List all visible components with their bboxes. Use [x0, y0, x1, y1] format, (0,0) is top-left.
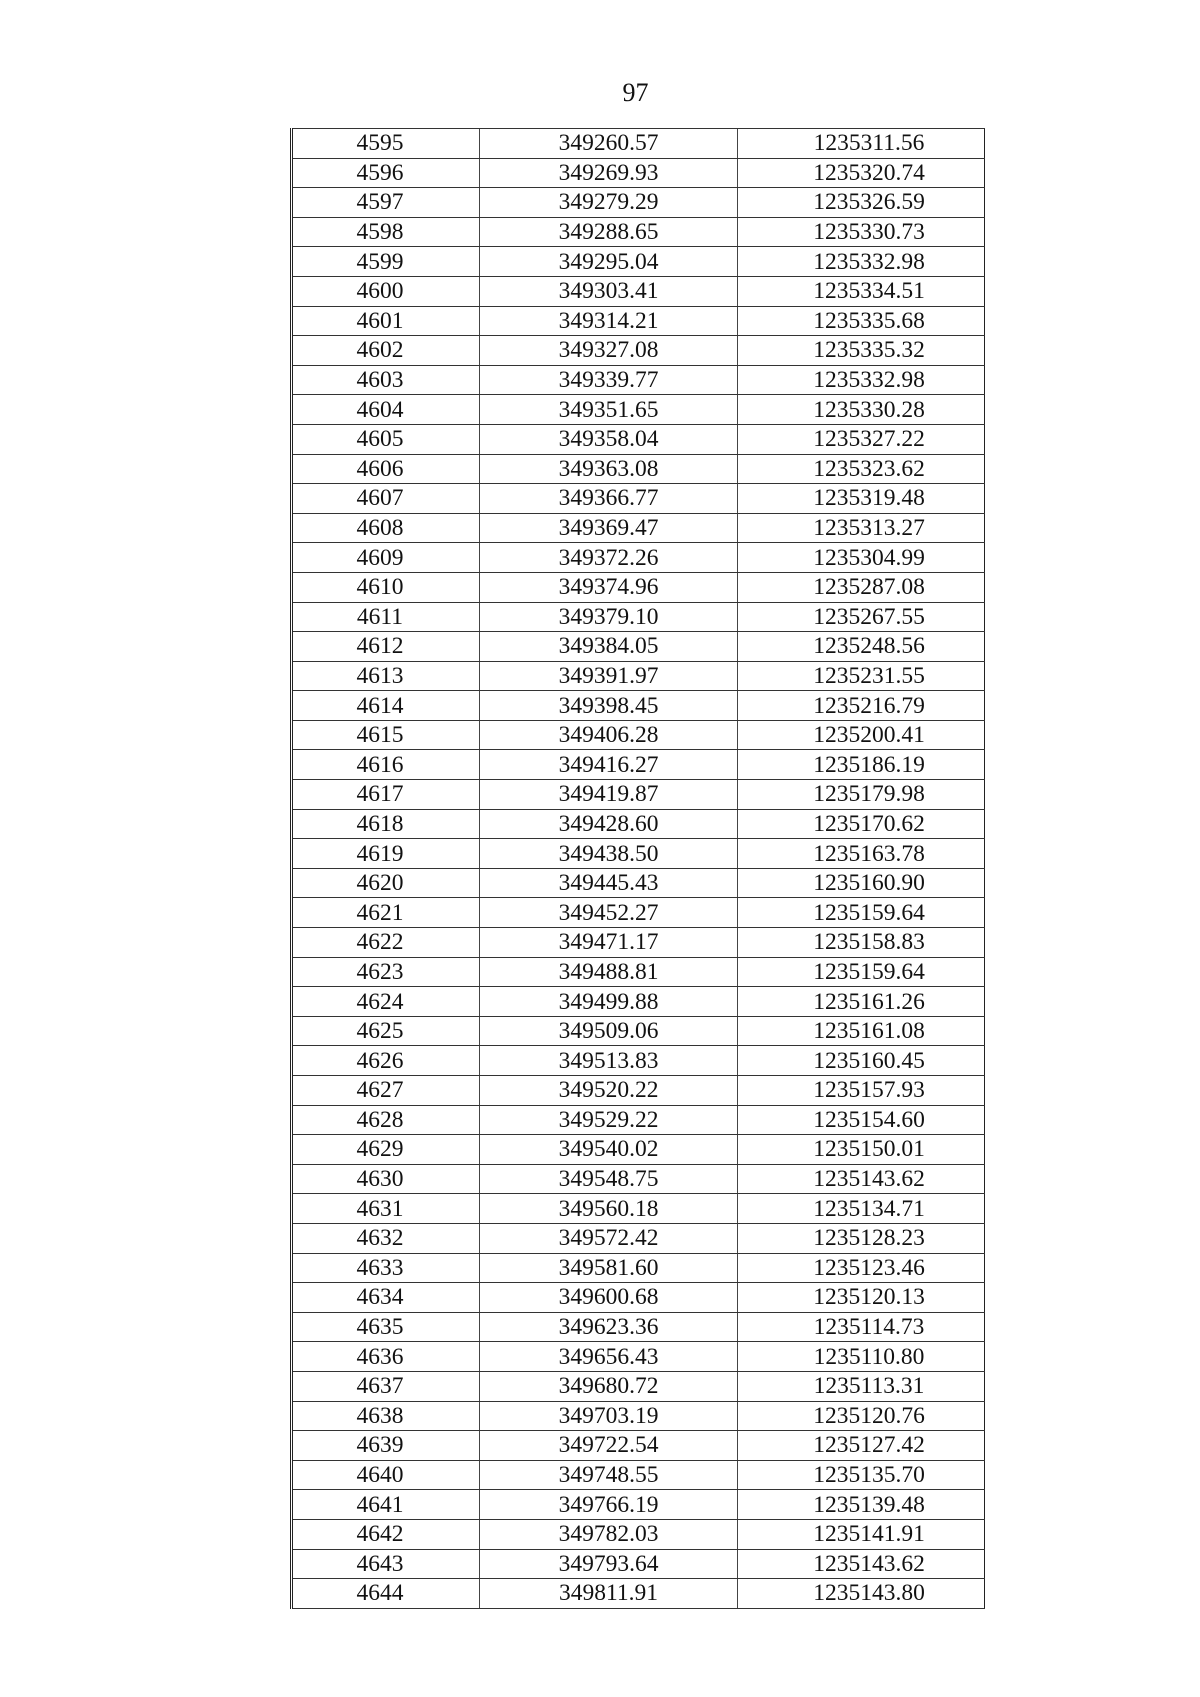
y-coordinate-cell: 1235113.31 — [738, 1371, 985, 1401]
x-coordinate-cell: 349363.08 — [480, 454, 738, 484]
x-coordinate-cell: 349351.65 — [480, 395, 738, 425]
y-coordinate-cell: 1235143.62 — [738, 1549, 985, 1579]
point-number-cell: 4608 — [292, 513, 480, 543]
y-coordinate-cell: 1235160.45 — [738, 1046, 985, 1076]
x-coordinate-cell: 349811.91 — [480, 1579, 738, 1609]
y-coordinate-cell: 1235323.62 — [738, 454, 985, 484]
point-number-cell: 4634 — [292, 1283, 480, 1313]
y-coordinate-cell: 1235267.55 — [738, 602, 985, 632]
x-coordinate-cell: 349452.27 — [480, 898, 738, 928]
y-coordinate-cell: 1235179.98 — [738, 780, 985, 810]
point-number-cell: 4604 — [292, 395, 480, 425]
x-coordinate-cell: 349529.22 — [480, 1105, 738, 1135]
y-coordinate-cell: 1235120.76 — [738, 1401, 985, 1431]
y-coordinate-cell: 1235161.08 — [738, 1016, 985, 1046]
x-coordinate-cell: 349520.22 — [480, 1076, 738, 1106]
y-coordinate-cell: 1235159.64 — [738, 957, 985, 987]
table-row — [292, 1401, 985, 1431]
y-coordinate-cell: 1235319.48 — [738, 484, 985, 514]
page-number: 97 — [622, 78, 649, 107]
table-row — [292, 1371, 985, 1401]
y-coordinate-cell: 1235154.60 — [738, 1105, 985, 1135]
point-number-cell: 4610 — [292, 572, 480, 602]
y-coordinate-cell: 1235158.83 — [738, 928, 985, 958]
x-coordinate-cell: 349540.02 — [480, 1135, 738, 1165]
point-number-cell: 4607 — [292, 484, 480, 514]
x-coordinate-cell: 349327.08 — [480, 336, 738, 366]
x-coordinate-cell: 349295.04 — [480, 247, 738, 277]
x-coordinate-cell: 349748.55 — [480, 1460, 738, 1490]
x-coordinate-cell: 349560.18 — [480, 1194, 738, 1224]
x-coordinate-cell: 349260.57 — [480, 129, 738, 159]
point-number-cell: 4596 — [292, 158, 480, 188]
y-coordinate-cell: 1235110.80 — [738, 1342, 985, 1372]
x-coordinate-cell: 349391.97 — [480, 661, 738, 691]
x-coordinate-cell: 349600.68 — [480, 1283, 738, 1313]
table-row — [292, 1076, 985, 1106]
x-coordinate-cell: 349398.45 — [480, 691, 738, 721]
table-row — [292, 129, 985, 159]
y-coordinate-cell: 1235135.70 — [738, 1460, 985, 1490]
x-coordinate-cell: 349656.43 — [480, 1342, 738, 1372]
table-row — [292, 1490, 985, 1520]
y-coordinate-cell: 1235327.22 — [738, 424, 985, 454]
y-coordinate-cell: 1235334.51 — [738, 276, 985, 306]
point-number-cell: 4633 — [292, 1253, 480, 1283]
point-number-cell: 4620 — [292, 868, 480, 898]
point-number-cell: 4639 — [292, 1431, 480, 1461]
y-coordinate-cell: 1235120.13 — [738, 1283, 985, 1313]
y-coordinate-cell: 1235248.56 — [738, 632, 985, 662]
y-coordinate-cell: 1235127.42 — [738, 1431, 985, 1461]
point-number-cell: 4598 — [292, 217, 480, 247]
point-number-cell: 4637 — [292, 1371, 480, 1401]
point-number-cell: 4638 — [292, 1401, 480, 1431]
table-row — [292, 602, 985, 632]
point-number-cell: 4603 — [292, 365, 480, 395]
table-row — [292, 809, 985, 839]
x-coordinate-cell: 349358.04 — [480, 424, 738, 454]
y-coordinate-cell: 1235159.64 — [738, 898, 985, 928]
table-row — [292, 217, 985, 247]
table-row — [292, 957, 985, 987]
x-coordinate-cell: 349581.60 — [480, 1253, 738, 1283]
point-number-cell: 4630 — [292, 1164, 480, 1194]
table-row — [292, 484, 985, 514]
y-coordinate-cell: 1235161.26 — [738, 987, 985, 1017]
point-number-cell: 4641 — [292, 1490, 480, 1520]
point-number-cell: 4597 — [292, 188, 480, 218]
table-row — [292, 454, 985, 484]
point-number-cell: 4626 — [292, 1046, 480, 1076]
table-row — [292, 928, 985, 958]
y-coordinate-cell: 1235231.55 — [738, 661, 985, 691]
x-coordinate-cell: 349288.65 — [480, 217, 738, 247]
x-coordinate-cell: 349766.19 — [480, 1490, 738, 1520]
x-coordinate-cell: 349419.87 — [480, 780, 738, 810]
y-coordinate-cell: 1235143.80 — [738, 1579, 985, 1609]
y-coordinate-cell: 1235335.32 — [738, 336, 985, 366]
table-row — [292, 780, 985, 810]
x-coordinate-cell: 349416.27 — [480, 750, 738, 780]
table-row — [292, 1283, 985, 1313]
point-number-cell: 4613 — [292, 661, 480, 691]
point-number-cell: 4629 — [292, 1135, 480, 1165]
point-number-cell: 4644 — [292, 1579, 480, 1609]
x-coordinate-cell: 349548.75 — [480, 1164, 738, 1194]
point-number-cell: 4612 — [292, 632, 480, 662]
table-row — [292, 661, 985, 691]
table-row — [292, 1105, 985, 1135]
x-coordinate-cell: 349471.17 — [480, 928, 738, 958]
x-coordinate-cell: 349372.26 — [480, 543, 738, 573]
y-coordinate-cell: 1235330.28 — [738, 395, 985, 425]
point-number-cell: 4625 — [292, 1016, 480, 1046]
y-coordinate-cell: 1235335.68 — [738, 306, 985, 336]
y-coordinate-cell: 1235150.01 — [738, 1135, 985, 1165]
point-number-cell: 4616 — [292, 750, 480, 780]
table-row — [292, 247, 985, 277]
y-coordinate-cell: 1235163.78 — [738, 839, 985, 869]
point-number-cell: 4635 — [292, 1312, 480, 1342]
table-row — [292, 572, 985, 602]
coordinates-table — [290, 128, 985, 1609]
point-number-cell: 4605 — [292, 424, 480, 454]
table-row — [292, 1253, 985, 1283]
x-coordinate-cell: 349572.42 — [480, 1223, 738, 1253]
table-row — [292, 1016, 985, 1046]
table-row — [292, 158, 985, 188]
table-row — [292, 1223, 985, 1253]
table-row — [292, 1342, 985, 1372]
x-coordinate-cell: 349499.88 — [480, 987, 738, 1017]
x-coordinate-cell: 349366.77 — [480, 484, 738, 514]
table-row — [292, 1431, 985, 1461]
table-row — [292, 395, 985, 425]
x-coordinate-cell: 349445.43 — [480, 868, 738, 898]
table-row — [292, 336, 985, 366]
y-coordinate-cell: 1235160.90 — [738, 868, 985, 898]
table-row — [292, 1519, 985, 1549]
table-row — [292, 365, 985, 395]
table-row — [292, 1549, 985, 1579]
y-coordinate-cell: 1235332.98 — [738, 247, 985, 277]
y-coordinate-cell: 1235128.23 — [738, 1223, 985, 1253]
x-coordinate-cell: 349384.05 — [480, 632, 738, 662]
y-coordinate-cell: 1235157.93 — [738, 1076, 985, 1106]
point-number-cell: 4619 — [292, 839, 480, 869]
point-number-cell: 4601 — [292, 306, 480, 336]
y-coordinate-cell: 1235287.08 — [738, 572, 985, 602]
x-coordinate-cell: 349379.10 — [480, 602, 738, 632]
table-row — [292, 750, 985, 780]
x-coordinate-cell: 349623.36 — [480, 1312, 738, 1342]
y-coordinate-cell: 1235170.62 — [738, 809, 985, 839]
point-number-cell: 4631 — [292, 1194, 480, 1224]
x-coordinate-cell: 349793.64 — [480, 1549, 738, 1579]
x-coordinate-cell: 349782.03 — [480, 1519, 738, 1549]
y-coordinate-cell: 1235186.19 — [738, 750, 985, 780]
table-row — [292, 513, 985, 543]
point-number-cell: 4627 — [292, 1076, 480, 1106]
y-coordinate-cell: 1235320.74 — [738, 158, 985, 188]
point-number-cell: 4606 — [292, 454, 480, 484]
table-row — [292, 720, 985, 750]
y-coordinate-cell: 1235304.99 — [738, 543, 985, 573]
point-number-cell: 4600 — [292, 276, 480, 306]
y-coordinate-cell: 1235139.48 — [738, 1490, 985, 1520]
y-coordinate-cell: 1235143.62 — [738, 1164, 985, 1194]
y-coordinate-cell: 1235134.71 — [738, 1194, 985, 1224]
point-number-cell: 4624 — [292, 987, 480, 1017]
table-row — [292, 898, 985, 928]
y-coordinate-cell: 1235200.41 — [738, 720, 985, 750]
x-coordinate-cell: 349279.29 — [480, 188, 738, 218]
y-coordinate-cell: 1235141.91 — [738, 1519, 985, 1549]
point-number-cell: 4621 — [292, 898, 480, 928]
x-coordinate-cell: 349303.41 — [480, 276, 738, 306]
coordinates-table-body — [292, 129, 985, 1609]
y-coordinate-cell: 1235330.73 — [738, 217, 985, 247]
point-number-cell: 4602 — [292, 336, 480, 366]
x-coordinate-cell: 349374.96 — [480, 572, 738, 602]
x-coordinate-cell: 349314.21 — [480, 306, 738, 336]
point-number-cell: 4614 — [292, 691, 480, 721]
point-number-cell: 4595 — [292, 129, 480, 159]
table-row — [292, 868, 985, 898]
table-row — [292, 1579, 985, 1609]
y-coordinate-cell: 1235216.79 — [738, 691, 985, 721]
table-row — [292, 1164, 985, 1194]
x-coordinate-cell: 349269.93 — [480, 158, 738, 188]
point-number-cell: 4642 — [292, 1519, 480, 1549]
x-coordinate-cell: 349509.06 — [480, 1016, 738, 1046]
x-coordinate-cell: 349488.81 — [480, 957, 738, 987]
point-number-cell: 4609 — [292, 543, 480, 573]
y-coordinate-cell: 1235326.59 — [738, 188, 985, 218]
table-row — [292, 1135, 985, 1165]
point-number-cell: 4643 — [292, 1549, 480, 1579]
table-row — [292, 1046, 985, 1076]
y-coordinate-cell: 1235311.56 — [738, 129, 985, 159]
point-number-cell: 4599 — [292, 247, 480, 277]
y-coordinate-cell: 1235313.27 — [738, 513, 985, 543]
point-number-cell: 4628 — [292, 1105, 480, 1135]
point-number-cell: 4618 — [292, 809, 480, 839]
x-coordinate-cell: 349680.72 — [480, 1371, 738, 1401]
x-coordinate-cell: 349406.28 — [480, 720, 738, 750]
table-row — [292, 306, 985, 336]
x-coordinate-cell: 349339.77 — [480, 365, 738, 395]
x-coordinate-cell: 349438.50 — [480, 839, 738, 869]
x-coordinate-cell: 349513.83 — [480, 1046, 738, 1076]
x-coordinate-cell: 349428.60 — [480, 809, 738, 839]
table-row — [292, 632, 985, 662]
point-number-cell: 4632 — [292, 1223, 480, 1253]
y-coordinate-cell: 1235332.98 — [738, 365, 985, 395]
y-coordinate-cell: 1235123.46 — [738, 1253, 985, 1283]
point-number-cell: 4622 — [292, 928, 480, 958]
x-coordinate-cell: 349722.54 — [480, 1431, 738, 1461]
table-row — [292, 691, 985, 721]
point-number-cell: 4640 — [292, 1460, 480, 1490]
table-row — [292, 188, 985, 218]
point-number-cell: 4617 — [292, 780, 480, 810]
point-number-cell: 4636 — [292, 1342, 480, 1372]
point-number-cell: 4611 — [292, 602, 480, 632]
table-row — [292, 1194, 985, 1224]
table-row — [292, 1460, 985, 1490]
table-row — [292, 424, 985, 454]
table-row — [292, 987, 985, 1017]
x-coordinate-cell: 349369.47 — [480, 513, 738, 543]
y-coordinate-cell: 1235114.73 — [738, 1312, 985, 1342]
x-coordinate-cell: 349703.19 — [480, 1401, 738, 1431]
table-row — [292, 1312, 985, 1342]
table-row — [292, 839, 985, 869]
point-number-cell: 4623 — [292, 957, 480, 987]
point-number-cell: 4615 — [292, 720, 480, 750]
table-row — [292, 276, 985, 306]
table-row — [292, 543, 985, 573]
